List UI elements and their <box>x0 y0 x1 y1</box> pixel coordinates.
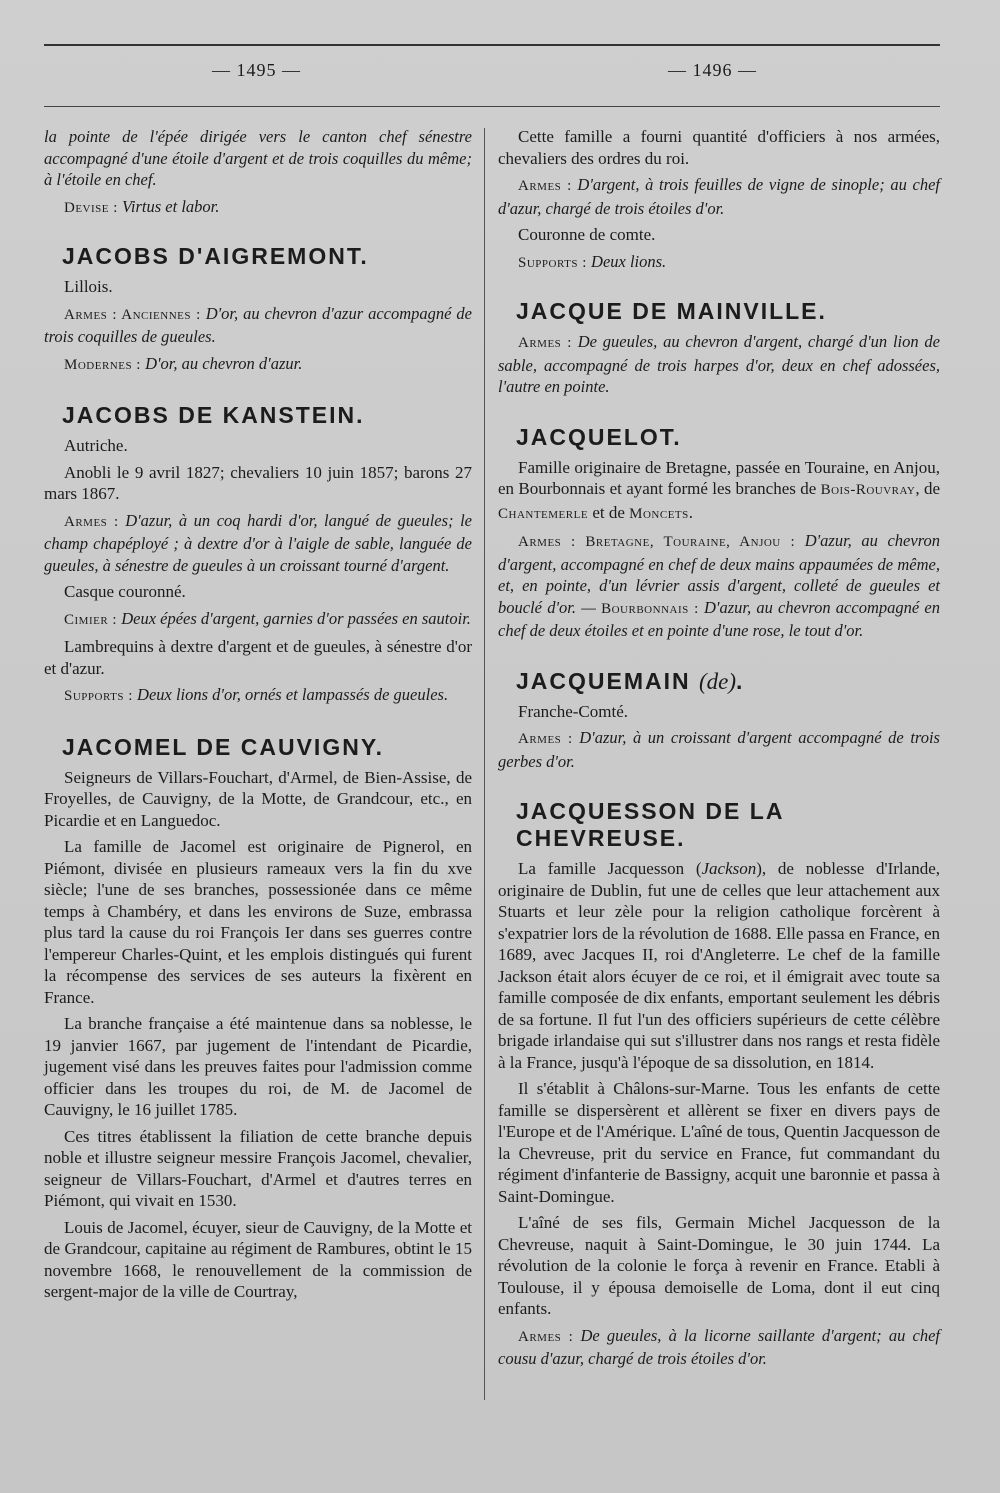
text-run: et de <box>588 502 630 522</box>
cimier-text: Deux épées d'argent, garnies d'or passées en sautoir. <box>121 608 471 628</box>
couronne-line: Couronne de comte. <box>518 225 656 244</box>
body-paragraph: La branche française a été maintenue dans sa noblesse, le 19 janvier 1667, par jugement de l'intendant de Picardie, jugement visé dans les preuves faites pour l'admission comme officier dans les troupes du roi, de M. de Jacomel de Cauvigny, le 16 juillet 1785. <box>44 1014 472 1119</box>
text-run: . <box>688 502 694 522</box>
text-run: , de <box>915 479 941 498</box>
entry-origin: Autriche. <box>64 436 128 455</box>
armes-label: Armes : <box>518 731 573 747</box>
text-run-italic: Jackson <box>701 859 757 878</box>
armes-paragraph <box>498 727 940 772</box>
continued-text: la pointe de l'épée dirigée vers le canton chef sénestre accompagné d'une étoile d'argent et de trois coquilles du même; à l'étoile en chef. <box>44 127 472 189</box>
modernes-label: Modernes : <box>64 356 141 373</box>
body-paragraph: Louis de Jacomel, écuyer, sieur de Cauvigny, de la Motte et de Grandcour, capitaine au régiment de Rambures, obtint le 15 novembre 1668, le renouvellement de la commission de sergent-major de la ville de Courtray, <box>44 1217 472 1301</box>
right-page-number: — 1496 — <box>668 60 757 80</box>
armes-label: Armes : <box>64 513 119 530</box>
column-divider <box>484 128 485 1400</box>
text-run: Famille originaire de Bretagne, passée en Touraine, en Anjou, en Bourbonnais et ayant formé les branches de <box>498 457 940 498</box>
armes-paragraph <box>498 530 940 642</box>
armes-text: D'azur, au chevron accompagné en chef de deux étoiles et en pointe d'une rose, le tout d'or. <box>498 597 941 640</box>
cimier-paragraph <box>44 608 472 632</box>
armes-text: D'azur, au chevron d'argent, accompagné en chef de deux mains appaumées de même, et, en pointe, d'un lévrier assis d'argent, colleté de gueules et bouclé d'or. — <box>498 531 940 617</box>
body-paragraph: La famille de Jacomel est originaire de Pignerol, en Piémont, divisée en plusieurs rameaux vers la fin du xve siècle; l'une de ses branches, possessionée dans ce même temps à Chambéry, et dans les environs de Suze, embrassa plus tard la cause du roi François Ier dans ses guerres contre l'empereur Charles-Quint, et les emplois distingués qui furent la récompense des services de ses auteurs la fixèrent en France. <box>44 837 472 1007</box>
armes-paragraph <box>498 174 940 219</box>
body-paragraph: Anobli le 9 avril 1827; chevaliers 10 juin 1857; barons 27 mars 1867. <box>44 462 472 503</box>
entry-title-jacobs-kanstein: JACOBS DE KANSTEIN. <box>62 402 365 428</box>
armes-label: Armes : Anciennes : <box>64 306 201 323</box>
body-paragraph <box>498 457 940 526</box>
casque-line: Casque couronné. <box>64 582 186 601</box>
body-paragraph: Seigneurs de Villars-Fouchart, d'Armel, de Bien-Assise, de Froyelles, de Cauvigny, de la Motte, de Grandcour, etc., en Picardie et en Languedoc. <box>44 767 472 830</box>
armes-text: D'argent, à trois feuilles de vigne de sinople; au chef d'azur, chargé de trois étoiles d'or. <box>498 175 940 218</box>
body-paragraph: L'aîné de ses fils, Germain Michel Jacquesson de la Chevreuse, naquit à Saint-Domingue, le 30 juin 1744. La révolution de la colonie le força à revenir en France. Etabli à Toulouse, il y épousa demoiselle de Loma, dont il eut cinq enfants. <box>498 1213 940 1318</box>
supports-label: Supports : <box>518 254 587 271</box>
devise-label: Devise : <box>64 199 118 216</box>
supports-text: Deux lions d'or, ornés et lampassés de gueules. <box>137 685 449 704</box>
armes-paragraph <box>44 303 472 348</box>
branch-name: Bois-Rouvray <box>820 482 916 498</box>
armes-label: Armes : Bretagne, Touraine, Anjou : <box>518 534 796 550</box>
armes-label: Armes : <box>518 178 572 194</box>
devise-line <box>44 196 472 220</box>
armes-text: D'azur, à un coq hardi d'or, langué de gueules; le champ chapéployé ; à dextre d'or à l'aigle de sable, languée de gueules, à sénestre de gueules à un croissant tourné d'argent. <box>44 510 472 575</box>
title-end: . <box>736 667 745 694</box>
title-particle: (de) <box>699 668 737 694</box>
modernes-text: D'or, au chevron d'azur. <box>145 353 303 373</box>
text-run: ), de noblesse d'Irlande, originaire de Dublin, fut une de celles que leur attachement aux Stuarts et leur zèle pour la religion catholique forcèrent à s'expatrier lors de la révolution de 1688. Elle passa en France, en 1689, avec Jacques II, roi d'Angleterre. Le chef de la famille Jackson était alors écuyer de ce roi, et il émigrait avec toute sa famille composée de dix enfants, emportant seulement les débris de sa fortune. Il fut l'un des officiers supérieurs de cette célèbre brigade irlandaise qui sut s'illustrer dans nos rangs et resta fidèle à la France, jusqu'à l'époque de sa dissolution, en 1814. <box>498 859 940 1072</box>
armes-paragraph <box>44 510 472 577</box>
armes-text: D'azur, à un croissant d'argent accompagné de trois gerbes d'or. <box>498 728 940 771</box>
cimier-label: Cimier : <box>64 611 118 628</box>
armes-label: Bourbonnais : <box>601 600 699 617</box>
armes-label: Armes : <box>518 335 572 351</box>
supports-label: Supports : <box>64 688 133 704</box>
left-page-number: — 1495 — <box>212 60 301 80</box>
text-run: La famille Jacquesson ( <box>518 859 702 878</box>
entry-title-jacquesson: JACQUESSON DE LA CHEVREUSE. <box>516 798 784 851</box>
supports-text: Deux lions. <box>591 251 667 271</box>
armes-paragraph <box>498 331 940 398</box>
armes-paragraph <box>498 1325 940 1370</box>
entry-origin: Lillois. <box>64 277 113 296</box>
body-paragraph: Ces titres établissent la filiation de cette branche depuis noble et illustre seigneur messire François Jacomel, chevalier, seigneur de Villars-Fouchart, d'Armel et d'autres terres en Piémont, qui vivait en 1530. <box>44 1126 472 1210</box>
branch-name: Chantemerle <box>498 505 589 522</box>
left-column <box>44 126 472 1303</box>
branch-name: Moncets <box>629 505 689 522</box>
devise-text: Virtus et labor. <box>122 196 220 216</box>
title-text: JACQUEMAIN <box>516 667 691 694</box>
entry-title-jacquelot: JACQUELOT. <box>516 423 682 450</box>
continued-text: Cette famille a fourni quantité d'officiers à nos armées, chevaliers des ordres du roi. <box>498 127 940 168</box>
entry-title-jacquemain <box>516 668 940 695</box>
supports-paragraph <box>44 684 472 708</box>
entry-title-jacobs-aigremont: JACOBS D'AIGREMONT. <box>62 243 369 269</box>
armes-text: D'or, au chevron d'azur accompagné de trois coquilles de gueules. <box>44 303 472 346</box>
entry-title-jacque-mainville: JACQUE DE MAINVILLE. <box>516 298 827 324</box>
header-rule <box>44 106 940 107</box>
armes-text: De gueules, au chevron d'argent, chargé d'un lion de sable, accompagné de trois harpes d'or, deux en chef adossées, l'autre en pointe. <box>498 332 940 396</box>
right-column <box>498 126 940 1370</box>
body-paragraph: Il s'établit à Châlons-sur-Marne. Tous les enfants de cette famille se dispersèrent et allèrent se fixer en divers pays de l'Europe et de l'Amérique. L'aîné de tous, Quentin Jacquesson de la Chevreuse, prit du service en France, fut commandant du régiment d'infanterie de Bassigny, acquit une baronnie et passa à Saint-Domingue. <box>498 1079 940 1206</box>
entry-title-jacomel-cauvigny: JACOMEL DE CAUVIGNY. <box>62 733 385 760</box>
modernes-paragraph <box>44 353 472 377</box>
body-paragraph <box>498 858 940 1073</box>
armes-text: De gueules, à la licorne saillante d'argent; au chef cousu d'azur, chargé de trois étoiles d'or. <box>498 1325 941 1368</box>
top-rule <box>44 44 940 46</box>
entry-origin: Franche-Comté. <box>518 701 628 721</box>
lambrequins-paragraph: Lambrequins à dextre d'argent et de gueules, à sénestre d'or et d'azur. <box>44 637 472 678</box>
supports-paragraph <box>498 251 940 275</box>
armes-label: Armes : <box>518 1328 574 1345</box>
